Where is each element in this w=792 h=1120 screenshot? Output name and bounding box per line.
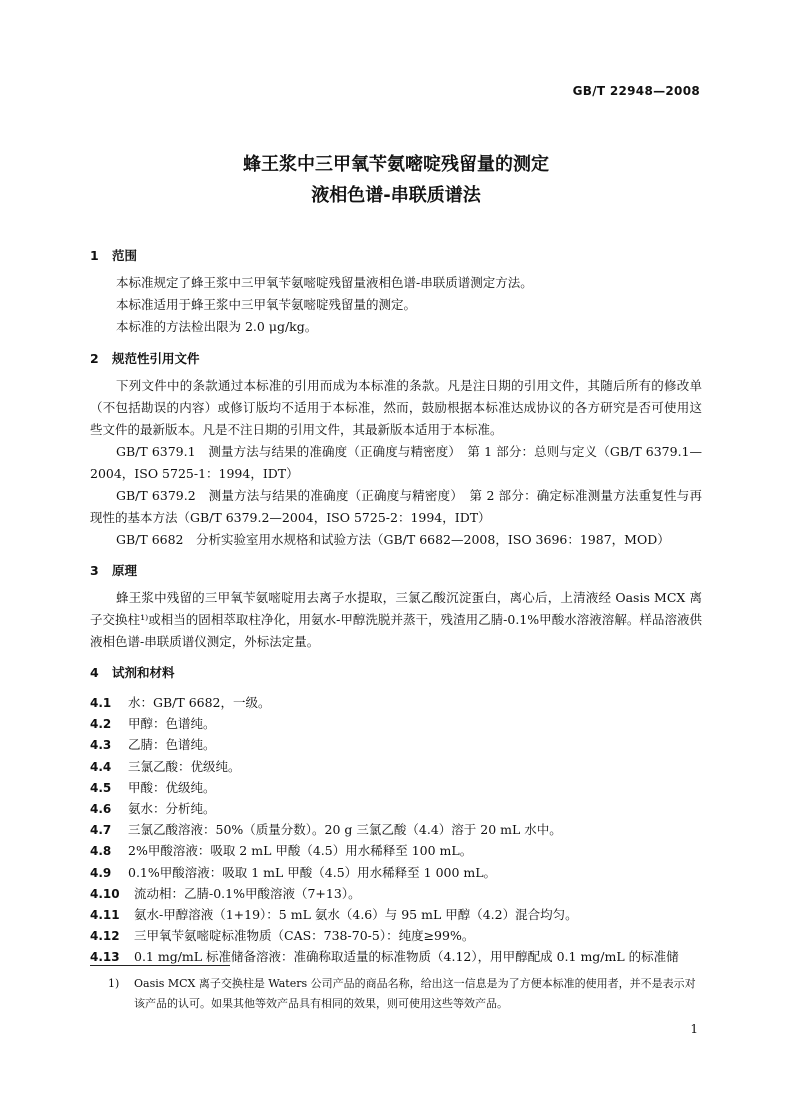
item-number: 4.9: [90, 865, 112, 880]
item-text: 0.1%甲酸溶液：吸取 1 mL 甲酸（4.5）用水稀释至 1 000 mL。: [128, 864, 497, 880]
list-item: [90, 863, 705, 881]
section-3-heading: [90, 561, 137, 579]
item-number: 4.1: [90, 696, 112, 710]
section-title: 范围: [112, 248, 138, 263]
item-text: 水：GB/T 6682，一级。: [128, 695, 271, 710]
section-2-intro: 下列文件中的条款通过本标准的引用而成为本标准的条款。凡是注日期的引用文件，其随后所有的修改单（不包括勘误的内容）或修订版均不适用于本标准，然而，鼓励根据本标准达成协议的各方研究是否可使用这些文件的最新版本。凡是不注日期的引用文件，其最新版本适用于本标准。: [90, 378, 702, 437]
item-text: 0.1 mg/mL 标准储备溶液：准确称取适量的标准物质（4.12），用甲醇配成 0.1 mg/mL 的标准储: [134, 949, 679, 965]
list-item: [90, 693, 705, 711]
footnote-text: Oasis MCX 离子交换柱是 Waters 公司产品的商品名称，给出这一信息是为了方便本标准的使用者，并不是表示对该产品的认可。如果其他等效产品具有相同的效果，则可使用这些等效产品。: [134, 977, 696, 1010]
normative-reference-3: GB/T 6682 分析实验室用水规格和试验方法（GB/T 6682—2008，ISO 3696：1987，MOD）: [116, 532, 670, 547]
item-number: 4.2: [90, 717, 112, 732]
list-item: [90, 799, 705, 817]
item-number: 4.5: [90, 780, 112, 795]
section-1-paragraph-3: 本标准的方法检出限为 2.0 μg/kg。: [116, 319, 318, 334]
item-text: 氨水：分析纯。: [128, 801, 216, 816]
footnote-mark: 1): [108, 977, 120, 990]
item-number: 4.8: [90, 844, 112, 859]
section-number: 2: [90, 351, 99, 366]
item-number: 4.6: [90, 802, 112, 816]
list-item: [90, 714, 705, 732]
standard-code: GB/T 22948—2008: [572, 84, 700, 98]
list-item: [90, 778, 705, 796]
section-1-heading: [90, 246, 137, 264]
section-number: 4: [90, 665, 99, 680]
section-title: 原理: [112, 563, 138, 578]
list-item: [90, 947, 705, 965]
item-text: 流动相：乙腈-0.1%甲酸溶液（7+13）。: [134, 885, 361, 901]
item-number: 4.12: [90, 929, 120, 944]
section-1-paragraph-2: 本标准适用于蜂王浆中三甲氧苄氨嘧啶残留量的测定。: [116, 297, 417, 312]
normative-reference-2: GB/T 6379.2 测量方法与结果的准确度（正确度与精密度） 第 2 部分：确定标准测量方法重复性与再现性的基本方法（GB/T 6379.2—2004，ISO 5725-2：1994，IDT）: [90, 488, 702, 525]
item-text: 三甲氧苄氨嘧啶标准物质（CAS：738-70-5）：纯度≥99%。: [134, 928, 475, 944]
list-item: [90, 884, 705, 902]
section-number: 1: [90, 248, 99, 263]
section-number: 3: [90, 563, 99, 578]
list-item: [90, 757, 705, 775]
section-3-principle-text: 蜂王浆中残留的三甲氧苄氨嘧啶用去离子水提取，三氯乙酸沉淀蛋白，离心后，上清液经 Oasis MCX 离子交换柱¹⁾或相当的固相萃取柱净化，用氨水-甲醇洗脱并蒸干，残渣用乙腈-0.1%甲酸水溶液溶解。样品溶液供液相色谱-串联质谱仪测定，外标法定量。: [90, 590, 702, 649]
section-4-heading: [90, 663, 175, 681]
document-title-line2: 液相色谱-串联质谱法: [311, 185, 481, 206]
item-number: 4.4: [90, 759, 112, 774]
item-number: 4.11: [90, 908, 120, 922]
item-number: 4.10: [90, 886, 120, 901]
item-number: 4.7: [90, 823, 112, 838]
section-title: 规范性引用文件: [112, 351, 200, 366]
section-title: 试剂和材料: [112, 665, 175, 680]
list-item: [90, 820, 705, 838]
list-item: [90, 926, 705, 944]
item-number: 4.3: [90, 738, 112, 753]
item-text: 2%甲酸溶液：吸取 2 mL 甲酸（4.5）用水稀释至 100 mL。: [128, 843, 473, 859]
item-text: 三氯乙酸溶液：50%（质量分数）。20 g 三氯乙酸（4.4）溶于 20 mL 水中。: [128, 822, 562, 838]
page-number: 1: [690, 1022, 698, 1036]
item-number: 4.13: [90, 950, 120, 965]
section-2-heading: [90, 349, 200, 367]
normative-reference-1: GB/T 6379.1 测量方法与结果的准确度（正确度与精密度） 第 1 部分：总则与定义（GB/T 6379.1—2004，ISO 5725-1：1994，IDT）: [90, 444, 702, 481]
list-item: [90, 905, 705, 923]
item-text: 甲酸：优级纯。: [128, 779, 216, 795]
footnote-divider: [90, 965, 230, 966]
item-text: 氨水-甲醇溶液（1+19）：5 mL 氨水（4.6）与 95 mL 甲醇（4.2）混合均匀。: [134, 907, 578, 922]
list-item: [90, 735, 705, 753]
item-text: 三氯乙酸：优级纯。: [128, 758, 241, 774]
document-title-line1: 蜂王浆中三甲氧苄氨嘧啶残留量的测定: [243, 154, 549, 175]
list-item: [90, 841, 705, 859]
section-1-paragraph-1: 本标准规定了蜂王浆中三甲氧苄氨嘧啶残留量液相色谱-串联质谱测定方法。: [116, 275, 533, 290]
item-text: 甲醇：色谱纯。: [128, 716, 216, 732]
footnote: [108, 974, 704, 1014]
item-text: 乙腈：色谱纯。: [128, 737, 216, 753]
